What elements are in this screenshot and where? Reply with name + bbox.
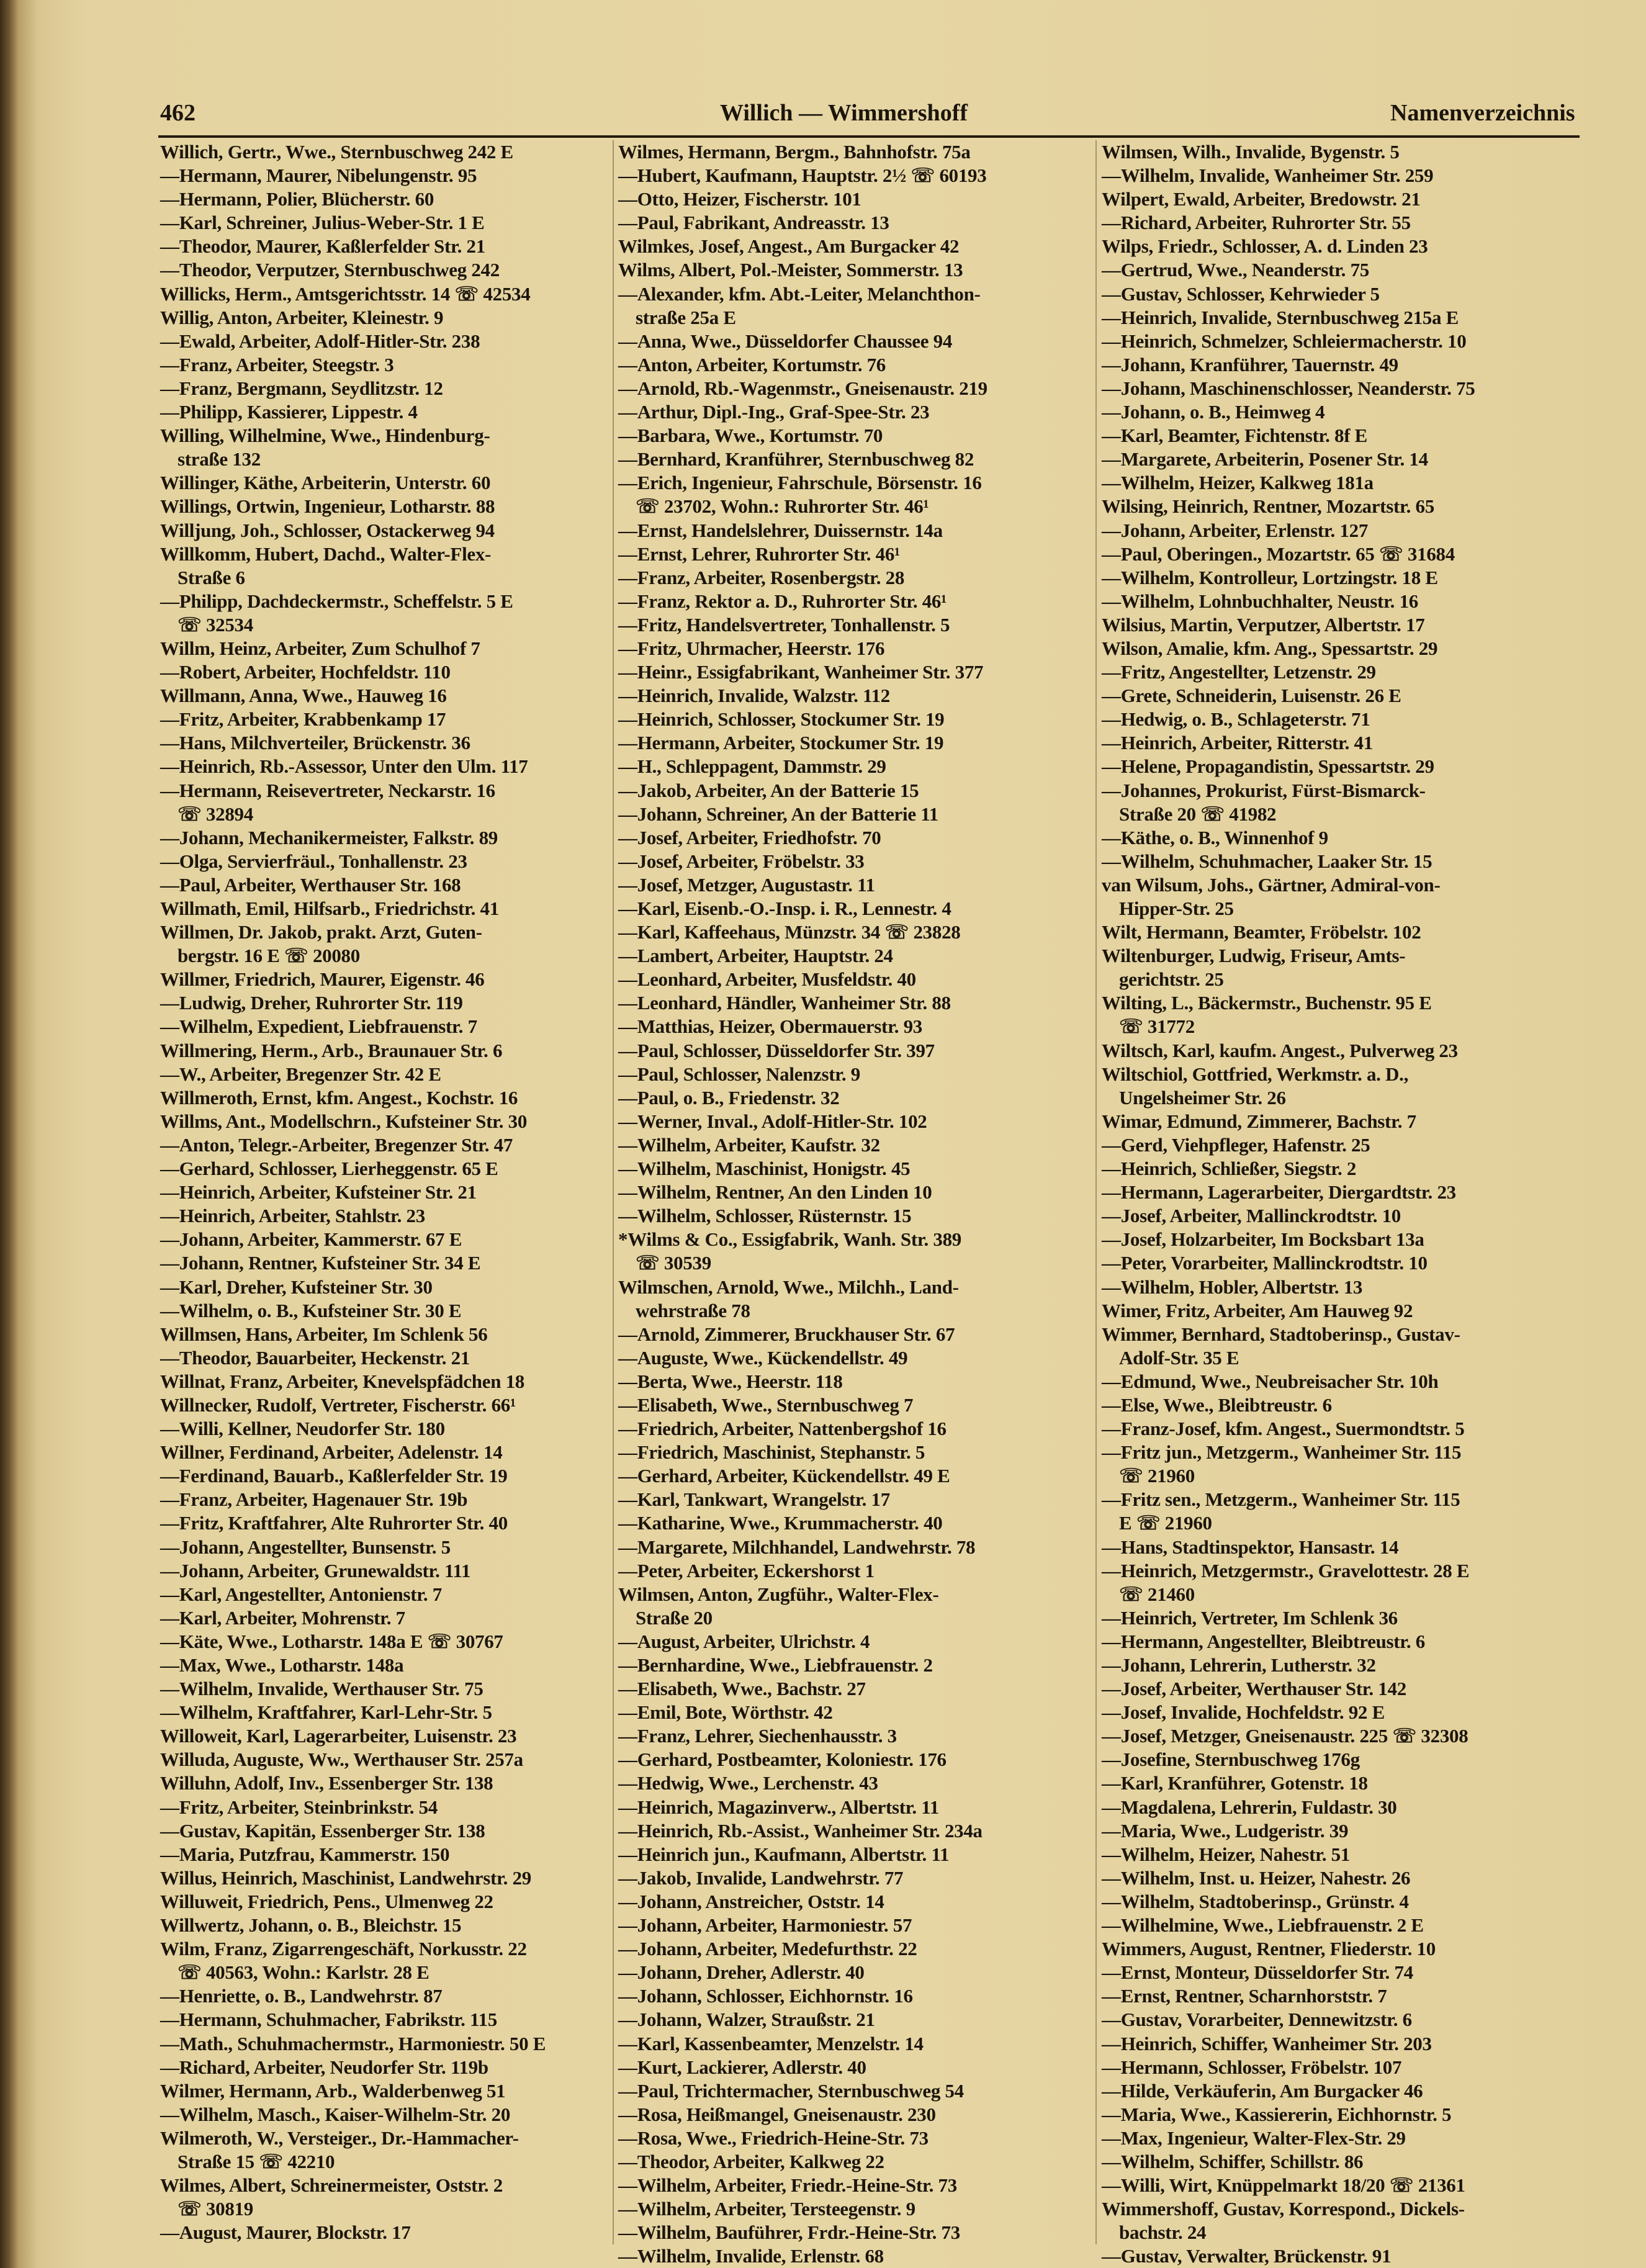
directory-entry: —Heinrich, Invalide, Sternbuschweg 215a E [1102,306,1459,328]
directory-entry: —Käthe, o. B., Winnenhof 9 [1102,826,1328,848]
directory-entry: —Philipp, Dachdeckermstr., Scheffelstr. 5 E [160,590,513,612]
directory-entry: —Rosa, Heißmangel, Gneisenaustr. 230 [618,2103,936,2125]
directory-entry: —Hermann, Lagerarbeiter, Diergardtstr. 23 [1102,1181,1456,1204]
directory-entry: *Wilms & Co., Essigfabrik, Wanh. Str. 389 [618,1228,961,1251]
directory-entry: —Hermann, Arbeiter, Stockumer Str. 19 [618,732,944,754]
directory-entry: —Hermann, Schlosser, Fröbelstr. 107 [1102,2056,1402,2078]
directory-entry: Willmeroth, Ernst, kfm. Angest., Kochstr. 16 [160,1086,518,1109]
directory-entry: —Johann, o. B., Heimweg 4 [1102,401,1325,423]
directory-entry: —Wilhelm, Arbeiter, Tersteegenstr. 9 [618,2198,915,2220]
directory-entry: —Franz, Lehrer, Siechenhausstr. 3 [618,1725,897,1747]
directory-entry: —Hermann, Schuhmacher, Fabrikstr. 115 [160,2009,497,2031]
directory-entry: —Paul, Schlosser, Düsseldorfer Str. 397 [618,1039,935,1061]
directory-entry: —Ernst, Lehrer, Ruhrorter Str. 46¹ [618,542,901,565]
directory-entry: Wilm, Franz, Zigarrengeschäft, Norkusstr. 22 [160,1938,527,1960]
directory-entry: —Erich, Ingenieur, Fahrschule, Börsenstr. 16 [618,472,982,494]
directory-entry: —Karl, Tankwart, Wrangelstr. 17 [618,1488,890,1511]
directory-entry: —Paul, Trichtermacher, Sternbuschweg 54 [618,2079,964,2102]
directory-entry: —Hilde, Verkäuferin, Am Burgacker 46 [1102,2079,1423,2102]
directory-entry: —Elisabeth, Wwe., Sternbuschweg 7 [618,1393,914,1416]
directory-entry: Willuhn, Adolf, Inv., Essenberger Str. 138 [160,1772,493,1794]
directory-entry: Willkomm, Hubert, Dachd., Walter-Flex- [160,542,492,565]
directory-entry: —Karl, Beamter, Fichtenstr. 8f E [1102,425,1368,447]
directory-entry: Willuda, Auguste, Ww., Werthauser Str. 257a [160,1748,523,1771]
directory-entry: —Gerhard, Postbeamter, Koloniestr. 176 [618,1748,947,1771]
directory-entry: —Werner, Inval., Adolf-Hitler-Str. 102 [618,1110,927,1132]
directory-entry: —W., Arbeiter, Bregenzer Str. 42 E [160,1063,441,1085]
directory-entry: —Fritz, Uhrmacher, Heerstr. 176 [618,637,885,659]
directory-entry-continuation: bachstr. 24 [1119,2221,1207,2244]
directory-entry: —Franz-Josef, kfm. Angest., Suermondtstr. 5 [1102,1418,1465,1440]
directory-entry: —Jakob, Invalide, Landwehrstr. 77 [618,1866,904,1889]
directory-entry-continuation: ☏ 30539 [636,1252,711,1274]
directory-entry: —Elisabeth, Wwe., Bachstr. 27 [618,1678,866,1700]
directory-entry: —Katharine, Wwe., Krummacherstr. 40 [618,1512,943,1534]
directory-entry: —Fritz, Angestellter, Letzenstr. 29 [1102,661,1376,683]
directory-column-3 [1102,140,1576,2268]
directory-entry: —Wilhelm, Bauführer, Frdr.-Heine-Str. 73 [618,2221,960,2244]
directory-entry: Wilson, Amalie, kfm. Ang., Spessartstr. 29 [1102,637,1438,659]
directory-entry: Wiltenburger, Ludwig, Friseur, Amts- [1102,945,1406,967]
directory-entry: Willings, Ortwin, Ingenieur, Lotharstr. 88 [160,495,495,518]
directory-entry: —Wilhelm, Invalide, Wanheimer Str. 259 [1102,164,1434,187]
directory-entry: —Max, Ingenieur, Walter-Flex-Str. 29 [1102,2126,1406,2149]
directory-entry: —Rosa, Wwe., Friedrich-Heine-Str. 73 [618,2126,929,2149]
directory-entry-continuation: ☏ 32534 [178,613,253,636]
directory-entry: —Theodor, Arbeiter, Kalkweg 22 [618,2150,884,2172]
directory-entry: —Wilhelm, Schlosser, Rüsternstr. 15 [618,1205,912,1227]
directory-entry: Wilmes, Albert, Schreinermeister, Oststr. 2 [160,2174,503,2197]
directory-entry: Willnat, Franz, Arbeiter, Knevelspfädchen 18 [160,1370,524,1392]
directory-entry: —Paul, Fabrikant, Andreasstr. 13 [618,212,889,234]
directory-entry: Willmsen, Hans, Arbeiter, Im Schlenk 56 [160,1323,488,1345]
directory-entry: —Johann, Schlosser, Eichhornstr. 16 [618,1985,913,2007]
directory-entry: —Wilhelm, Schuhmacher, Laaker Str. 15 [1102,850,1432,872]
directory-entry: —August, Maurer, Blockstr. 17 [160,2221,411,2244]
directory-entry-continuation: Ungelsheimer Str. 26 [1119,1086,1286,1109]
directory-entry: —Wilhelm, Arbeiter, Friedr.-Heine-Str. 73 [618,2174,957,2197]
directory-entry: —Olga, Servierfräul., Tonhallenstr. 23 [160,850,467,872]
directory-entry: —Wilhelm, Stadtoberinsp., Grünstr. 4 [1102,1890,1409,1912]
directory-entry: Wilms, Albert, Pol.-Meister, Sommerstr. 13 [618,259,963,281]
directory-entry: —Wilhelm, Kraftfahrer, Karl-Lehr-Str. 5 [160,1701,492,1724]
directory-entry: —Matthias, Heizer, Obermauerstr. 93 [618,1015,922,1038]
directory-entry: Willnecker, Rudolf, Vertreter, Fischerstr. 66¹ [160,1393,516,1416]
directory-entry: —Theodor, Bauarbeiter, Heckenstr. 21 [160,1346,470,1369]
directory-entry: —Franz, Arbeiter, Steegstr. 3 [160,353,394,376]
directory-entry: Wilmer, Hermann, Arb., Walderbenweg 51 [160,2079,506,2102]
directory-entry: —Karl, Arbeiter, Mohrenstr. 7 [160,1606,405,1629]
directory-entry: Willmer, Friedrich, Maurer, Eigenstr. 46 [160,968,485,991]
directory-entry: —Karl, Schreiner, Julius-Weber-Str. 1 E [160,212,485,234]
directory-entry: —Ewald, Arbeiter, Adolf-Hitler-Str. 238 [160,330,480,352]
directory-entry: —Fritz sen., Metzgerm., Wanheimer Str. 115 [1102,1488,1460,1511]
directory-entry: —Bernhardine, Wwe., Liebfrauenstr. 2 [618,1654,933,1676]
directory-entry: —Gertrud, Wwe., Neanderstr. 75 [1102,259,1369,281]
directory-entry: Wilmschen, Arnold, Wwe., Milchh., Land- [618,1276,959,1298]
directory-entry: —Josef, Holzarbeiter, Im Bocksbart 13a [1102,1228,1424,1251]
directory-entry: van Wilsum, Johs., Gärtner, Admiral-von- [1102,873,1441,896]
directory-entry: —Wilhelm, Expedient, Liebfrauenstr. 7 [160,1015,477,1038]
directory-entry: —Karl, Dreher, Kufsteiner Str. 30 [160,1276,433,1298]
directory-entry: —Fritz jun., Metzgerm., Wanheimer Str. 115 [1102,1441,1462,1464]
directory-entry-continuation: Straße 20 [636,1606,713,1629]
directory-entry: —Hedwig, Wwe., Lerchenstr. 43 [618,1772,878,1794]
directory-entry: —Heinrich, Arbeiter, Ritterstr. 41 [1102,732,1373,754]
directory-entry: —Philipp, Kassierer, Lippestr. 4 [160,401,418,423]
directory-entry-continuation: ☏ 31772 [1119,1015,1195,1038]
directory-entry: —Heinrich, Invalide, Walzstr. 112 [618,685,890,707]
section-title: Namenverzeichnis [1390,100,1575,126]
directory-entry-continuation: wehrstraße 78 [636,1299,750,1321]
directory-entry: Willinger, Käthe, Arbeiterin, Unterstr. 60 [160,472,491,494]
directory-entry-continuation: Adolf-Str. 35 E [1119,1346,1239,1369]
directory-entry: —Wilhelm, Invalide, Werthauser Str. 75 [160,1678,483,1700]
directory-entry: —Karl, Kaffeehaus, Münzstr. 34 ☏ 23828 [618,921,961,943]
directory-entry: —Käte, Wwe., Lotharstr. 148a E ☏ 30767 [160,1630,503,1652]
directory-entry: —Gustav, Vorarbeiter, Dennewitzstr. 6 [1102,2009,1412,2031]
directory-entry: Wimer, Fritz, Arbeiter, Am Hauweg 92 [1102,1299,1413,1321]
directory-entry-continuation: Straße 15 ☏ 42210 [178,2150,335,2172]
directory-entry-continuation: E ☏ 21960 [1119,1512,1212,1534]
directory-entry: —Wilhelm, Maschinist, Honigstr. 45 [618,1158,911,1180]
directory-entry: —Heinrich jun., Kaufmann, Albertstr. 11 [618,1843,950,1865]
directory-entry: Wimmer, Bernhard, Stadtoberinsp., Gustav- [1102,1323,1460,1345]
directory-entry: —Paul, o. B., Friedenstr. 32 [618,1086,840,1109]
directory-entry: —Anton, Arbeiter, Kortumstr. 76 [618,353,886,376]
directory-entry: —Johann, Rentner, Kufsteiner Str. 34 E [160,1252,481,1274]
directory-entry: —Johann, Anstreicher, Oststr. 14 [618,1890,884,1912]
column-divider [613,140,614,2244]
directory-entry: —Lambert, Arbeiter, Hauptstr. 24 [618,945,893,967]
directory-entry-continuation: ☏ 21960 [1119,1465,1195,1487]
directory-entry: Wilsius, Martin, Verputzer, Albertstr. 17 [1102,613,1425,636]
directory-entry: —Hermann, Polier, Blücherstr. 60 [160,188,434,210]
directory-entry: —Wilhelm, Heizer, Nahestr. 51 [1102,1843,1351,1865]
directory-entry: —Edmund, Wwe., Neubreisacher Str. 10h [1102,1370,1439,1392]
directory-entry: —Friedrich, Arbeiter, Nattenbergshof 16 [618,1418,947,1440]
directory-entry: —Josefine, Sternbuschweg 176g [1102,1748,1360,1771]
directory-entry: —Wilhelm, o. B., Kufsteiner Str. 30 E [160,1299,462,1321]
directory-entry: —Karl, Kranführer, Gotenstr. 18 [1102,1772,1368,1794]
directory-entry: Willing, Wilhelmine, Wwe., Hindenburg- [160,425,490,447]
directory-entry: Wiltsch, Karl, kaufm. Angest., Pulverweg 23 [1102,1039,1458,1061]
directory-entry: —Wilhelmine, Wwe., Liebfrauenstr. 2 E [1102,1914,1424,1937]
directory-entry: —Hubert, Kaufmann, Hauptstr. 2½ ☏ 60193 [618,164,987,187]
directory-entry: —Franz, Rektor a. D., Ruhrorter Str. 46¹ [618,590,947,612]
directory-entry: Wilmes, Hermann, Bergm., Bahnhofstr. 75a [618,141,971,163]
directory-entry: —Wilhelm, Rentner, An den Linden 10 [618,1181,932,1204]
directory-entry: Wilmeroth, W., Versteiger., Dr.-Hammacher- [160,2126,519,2149]
directory-entry: —Alexander, kfm. Abt.-Leiter, Melanchthon- [618,282,981,305]
directory-entry: —Johannes, Prokurist, Fürst-Bismarck- [1102,779,1426,801]
directory-entry: —Magdalena, Lehrerin, Fuldastr. 30 [1102,1796,1397,1818]
directory-entry: —Johann, Arbeiter, Erlenstr. 127 [1102,519,1369,541]
directory-entry: —Paul, Arbeiter, Werthauser Str. 168 [160,873,461,896]
directory-entry: —Gustav, Kapitän, Essenberger Str. 138 [160,1819,485,1842]
directory-entry: —Hans, Stadtinspektor, Hansastr. 14 [1102,1536,1399,1558]
directory-entry: —Jakob, Arbeiter, An der Batterie 15 [618,779,919,801]
directory-entry: —Johann, Kranführer, Tauernstr. 49 [1102,353,1398,376]
directory-entry: —Margarete, Arbeiterin, Posener Str. 14 [1102,448,1428,470]
directory-entry: —Theodor, Verputzer, Sternbuschweg 242 [160,259,500,281]
directory-entry: —Heinrich, Arbeiter, Stahlstr. 23 [160,1205,425,1227]
column-divider [1095,140,1097,2244]
directory-entry: —Paul, Oberingen., Mozartstr. 65 ☏ 31684 [1102,542,1455,565]
directory-entry: —Franz, Arbeiter, Hagenauer Str. 19b [160,1488,468,1511]
directory-entry: —Wilhelm, Arbeiter, Kaufstr. 32 [618,1133,880,1156]
directory-entry: —Johann, Arbeiter, Kammerstr. 67 E [160,1228,462,1251]
directory-entry: —Math., Schuhmachermstr., Harmoniestr. 50 E [160,2032,546,2054]
directory-entry: Wiltschiol, Gottfried, Werkmstr. a. D., [1102,1063,1409,1085]
directory-entry-continuation: ☏ 21460 [1119,1583,1195,1605]
directory-entry-continuation: Straße 20 ☏ 41982 [1119,803,1277,825]
directory-entry: —Maria, Wwe., Kassiererin, Eichhornstr. 5 [1102,2103,1452,2125]
directory-entry: —Johann, Arbeiter, Grunewaldstr. 111 [160,1559,471,1582]
directory-entry: Willich, Gertr., Wwe., Sternbuschweg 242 E [160,141,513,163]
directory-column-1 [160,140,608,2244]
directory-entry: —Josef, Arbeiter, Werthauser Str. 142 [1102,1678,1406,1700]
directory-entry: —Karl, Eisenb.-O.-Insp. i. R., Lennestr. 4 [618,898,951,919]
directory-entry: —Peter, Vorarbeiter, Mallinckrodtstr. 10 [1102,1252,1428,1274]
directory-entry: —Josef, Arbeiter, Fröbelstr. 33 [618,850,865,872]
directory-entry: —Richard, Arbeiter, Neudorfer Str. 119b [160,2056,488,2078]
directory-entry: Wilpert, Ewald, Arbeiter, Bredowstr. 21 [1102,188,1421,210]
directory-entry: —Else, Wwe., Bleibtreustr. 6 [1102,1393,1332,1416]
directory-entry: —Margarete, Milchhandel, Landwehrstr. 78 [618,1536,976,1558]
directory-entry: —Heinrich, Schiffer, Wanheimer Str. 203 [1102,2032,1432,2054]
page-running-title: Willich — Wimmershoff [720,100,968,126]
directory-entry: —Wilhelm, Invalide, Erlenstr. 68 [618,2245,884,2267]
directory-entry: —H., Schleppagent, Dammstr. 29 [618,755,886,778]
directory-entry: —Peter, Arbeiter, Eckershorst 1 [618,1559,875,1582]
directory-entry: —Johann, Lehrerin, Lutherstr. 32 [1102,1654,1376,1676]
directory-entry: —Johann, Dreher, Adlerstr. 40 [618,1961,865,1984]
directory-entry: Willicks, Herm., Amtsgerichtsstr. 14 ☏ 42534 [160,282,531,305]
directory-entry: —Robert, Arbeiter, Hochfeldstr. 110 [160,661,451,683]
directory-entry: Willuweit, Friedrich, Pens., Ulmenweg 22 [160,1890,493,1912]
directory-entry: Wimmershoff, Gustav, Korrespond., Dickels- [1102,2198,1465,2220]
page-number: 462 [160,100,196,126]
directory-entry: —Emil, Bote, Wörthstr. 42 [618,1701,833,1724]
directory-entry: —Josef, Metzger, Gneisenaustr. 225 ☏ 32308 [1102,1725,1468,1747]
directory-entry: —Leonhard, Händler, Wanheimer Str. 88 [618,992,951,1014]
directory-entry: —Fritz, Arbeiter, Steinbrinkstr. 54 [160,1796,438,1818]
directory-entry: Wilsing, Heinrich, Rentner, Mozartstr. 65 [1102,495,1434,518]
directory-entry: Willm, Heinz, Arbeiter, Zum Schulhof 7 [160,637,480,659]
directory-entry: Willmering, Herm., Arb., Braunauer Str. 6 [160,1039,503,1061]
directory-entry: —Henriette, o. B., Landwehrstr. 87 [160,1985,443,2007]
directory-entry: Willig, Anton, Arbeiter, Kleinestr. 9 [160,306,444,328]
directory-entry: —Heinrich, Vertreter, Im Schlenk 36 [1102,1606,1398,1629]
directory-entry: Wilmsen, Wilh., Invalide, Bygenstr. 5 [1102,141,1400,163]
directory-entry: —Fritz, Handelsvertreter, Tonhallenstr. 5 [618,613,950,636]
directory-entry: —Arnold, Rb.-Wagenmstr., Gneisenaustr. 219 [618,377,987,399]
directory-entry: —Josef, Invalide, Hochfeldstr. 92 E [1102,1701,1385,1724]
directory-entry: —Richard, Arbeiter, Ruhrorter Str. 55 [1102,212,1411,234]
directory-entry: —Hans, Milchverteiler, Brückenstr. 36 [160,732,470,754]
directory-entry: —Auguste, Wwe., Kückendellstr. 49 [618,1346,908,1369]
directory-entry: —August, Arbeiter, Ulrichstr. 4 [618,1630,870,1652]
directory-entry: —Arnold, Zimmerer, Bruckhauser Str. 67 [618,1323,955,1345]
directory-entry: —Anton, Telegr.-Arbeiter, Bregenzer Str. 47 [160,1133,513,1156]
directory-entry: —Wilhelm, Schiffer, Schillstr. 86 [1102,2150,1364,2172]
directory-entry: —Maria, Wwe., Ludgeristr. 39 [1102,1819,1349,1842]
directory-entry: —Wilhelm, Kontrolleur, Lortzingstr. 18 E [1102,566,1438,588]
directory-entry: —Franz, Bergmann, Seydlitzstr. 12 [160,377,443,399]
directory-entry: —Helene, Propagandistin, Spessartstr. 29 [1102,755,1434,778]
directory-entry: —Hedwig, o. B., Schlageterstr. 71 [1102,708,1370,731]
directory-entry: —Maria, Putzfrau, Kammerstr. 150 [160,1843,450,1865]
directory-entry-continuation: straße 25a E [636,306,736,328]
directory-entry: Willms, Ant., Modellschrn., Kufsteiner Str. 30 [160,1110,528,1132]
directory-entry: —Hermann, Angestellter, Bleibtreustr. 6 [1102,1630,1426,1652]
directory-entry-continuation: straße 132 [178,448,261,470]
directory-entry: —Heinrich, Rb.-Assist., Wanheimer Str. 234a [618,1819,983,1842]
directory-entry: —Heinrich, Schlosser, Stockumer Str. 19 [618,708,945,731]
directory-entry-continuation: Hipper-Str. 25 [1119,898,1234,919]
directory-entry: —Gerhard, Arbeiter, Kückendellstr. 49 E [618,1465,950,1487]
directory-entry: —Fritz, Arbeiter, Krabbenkamp 17 [160,708,446,731]
directory-entry: Wilmkes, Josef, Angest., Am Burgacker 42 [618,235,960,258]
directory-entry: —Ernst, Handelslehrer, Duissernstr. 14a [618,519,943,541]
directory-entry: —Heinrich, Schmelzer, Schleiermacherstr. 10 [1102,330,1467,352]
directory-entry: —Leonhard, Arbeiter, Musfeldstr. 40 [618,968,916,991]
directory-entry: —Karl, Angestellter, Antonienstr. 7 [160,1583,442,1605]
directory-entry-continuation: ☏ 40563, Wohn.: Karlstr. 28 E [178,1961,429,1984]
directory-entry: —Heinrich, Magazinverw., Albertstr. 11 [618,1796,939,1818]
directory-entry: —Wilhelm, Lohnbuchhalter, Neustr. 16 [1102,590,1418,612]
directory-entry: Willwertz, Johann, o. B., Bleichstr. 15 [160,1914,462,1937]
directory-entry: —Kurt, Lackierer, Adlerstr. 40 [618,2056,866,2078]
directory-entry: Wilt, Hermann, Beamter, Fröbelstr. 102 [1102,921,1421,943]
directory-entry: —Gerd, Viehpfleger, Hafenstr. 25 [1102,1133,1370,1156]
directory-entry: —Otto, Heizer, Fischerstr. 101 [618,188,861,210]
directory-entry-continuation: gerichtstr. 25 [1119,968,1224,991]
directory-entry: Willoweit, Karl, Lagerarbeiter, Luisenstr. 23 [160,1725,517,1747]
directory-entry: —Heinr., Essigfabrikant, Wanheimer Str. 377 [618,661,984,683]
directory-entry: Willner, Ferdinand, Arbeiter, Adelenstr. 14 [160,1441,503,1464]
directory-entry: —Theodor, Maurer, Kaßlerfelder Str. 21 [160,235,485,258]
directory-entry: Willmann, Anna, Wwe., Hauweg 16 [160,685,447,707]
directory-entry: —Johann, Walzer, Straußstr. 21 [618,2009,875,2031]
directory-entry: —Josef, Arbeiter, Friedhofstr. 70 [618,826,881,848]
directory-entry: —Wilhelm, Heizer, Kalkweg 181a [1102,472,1374,494]
directory-entry: —Johann, Mechanikermeister, Falkstr. 89 [160,826,498,848]
directory-entry: —Johann, Arbeiter, Harmoniestr. 57 [618,1914,912,1937]
directory-entry: Wimmers, August, Rentner, Fliederstr. 10 [1102,1938,1436,1960]
directory-entry: —Anna, Wwe., Düsseldorfer Chaussee 94 [618,330,953,352]
directory-entry: —Willi, Wirt, Knüppelmarkt 18/20 ☏ 21361 [1102,2174,1465,2197]
directory-entry: Willmen, Dr. Jakob, prakt. Arzt, Guten- [160,921,482,943]
directory-entry: —Johann, Schreiner, An der Batterie 11 [618,803,938,825]
directory-entry: —Ludwig, Dreher, Ruhrorter Str. 119 [160,992,463,1014]
directory-entry: Willus, Heinrich, Maschinist, Landwehrstr. 29 [160,1866,531,1889]
directory-entry: —Fritz, Kraftfahrer, Alte Ruhrorter Str. 40 [160,1512,508,1534]
directory-entry: —Heinrich, Schließer, Siegstr. 2 [1102,1158,1357,1180]
directory-entry: —Hermann, Reisevertreter, Neckarstr. 16 [160,779,495,801]
directory-entry: —Berta, Wwe., Heerstr. 118 [618,1370,843,1392]
directory-entry: —Heinrich, Metzgermstr., Gravelottestr. 28 E [1102,1559,1470,1582]
directory-entry: Willmath, Emil, Hilfsarb., Friedrichstr. 41 [160,898,499,919]
directory-entry: —Josef, Arbeiter, Mallinckrodtstr. 10 [1102,1205,1401,1227]
header-rule [158,135,1580,138]
directory-entry: —Friedrich, Maschinist, Stephanstr. 5 [618,1441,925,1464]
directory-entry: —Gustav, Verwalter, Brückenstr. 91 [1102,2245,1392,2267]
directory-entry: Wimar, Edmund, Zimmerer, Bachstr. 7 [1102,1110,1416,1132]
directory-entry: —Arthur, Dipl.-Ing., Graf-Spee-Str. 23 [618,401,930,423]
directory-entry: —Paul, Schlosser, Nalenzstr. 9 [618,1063,861,1085]
directory-entry: —Franz, Arbeiter, Rosenbergstr. 28 [618,566,905,588]
directory-entry: —Karl, Kassenbeamter, Menzelstr. 14 [618,2032,924,2054]
directory-entry: Wilting, L., Bäckermstr., Buchenstr. 95 E [1102,992,1432,1014]
directory-entry-continuation: ☏ 32894 [178,803,253,825]
directory-entry: Wilps, Friedr., Schlosser, A. d. Linden 23 [1102,235,1428,258]
directory-entry: —Wilhelm, Inst. u. Heizer, Nahestr. 26 [1102,1866,1411,1889]
directory-entry: —Max, Wwe., Lotharstr. 148a [160,1654,404,1676]
directory-entry-continuation: ☏ 23702, Wohn.: Ruhrorter Str. 46¹ [636,495,929,518]
directory-entry: —Gustav, Schlosser, Kehrwieder 5 [1102,282,1380,305]
directory-entry: —Heinrich, Rb.-Assessor, Unter den Ulm. 117 [160,755,528,778]
directory-entry: —Josef, Metzger, Augustastr. 11 [618,873,875,896]
directory-entry: —Ferdinand, Bauarb., Kaßlerfelder Str. 19 [160,1465,508,1487]
directory-entry: —Hermann, Maurer, Nibelungenstr. 95 [160,164,477,187]
directory-entry: —Bernhard, Kranführer, Sternbuschweg 82 [618,448,974,470]
directory-entry-continuation: ☏ 30819 [178,2198,253,2220]
directory-column-2 [618,140,1091,2268]
directory-entry: —Johann, Maschinenschlosser, Neanderstr. 75 [1102,377,1475,399]
directory-entry: Wilmsen, Anton, Zugführ., Walter-Flex- [618,1583,939,1605]
directory-entry: —Willi, Kellner, Neudorfer Str. 180 [160,1418,445,1440]
directory-entry: —Grete, Schneiderin, Luisenstr. 26 E [1102,685,1401,707]
directory-entry: —Wilhelm, Masch., Kaiser-Wilhelm-Str. 20 [160,2103,511,2125]
directory-entry: —Heinrich, Arbeiter, Kufsteiner Str. 21 [160,1181,477,1204]
directory-entry: —Wilhelm, Hobler, Albertstr. 13 [1102,1276,1363,1298]
directory-entry: —Ernst, Rentner, Scharnhorststr. 7 [1102,1985,1387,2007]
directory-entry: —Gerhard, Schlosser, Lierheggenstr. 65 E [160,1158,498,1180]
directory-entry: —Johann, Arbeiter, Medefurthstr. 22 [618,1938,917,1960]
directory-entry: Willjung, Joh., Schlosser, Ostackerweg 94 [160,519,495,541]
directory-entry-continuation: bergstr. 16 E ☏ 20080 [178,945,360,967]
directory-entry-continuation: Straße 6 [178,566,245,588]
directory-entry: —Ernst, Monteur, Düsseldorfer Str. 74 [1102,1961,1413,1984]
directory-entry: —Johann, Angestellter, Bunsenstr. 5 [160,1536,451,1558]
directory-entry: —Barbara, Wwe., Kortumstr. 70 [618,425,883,447]
